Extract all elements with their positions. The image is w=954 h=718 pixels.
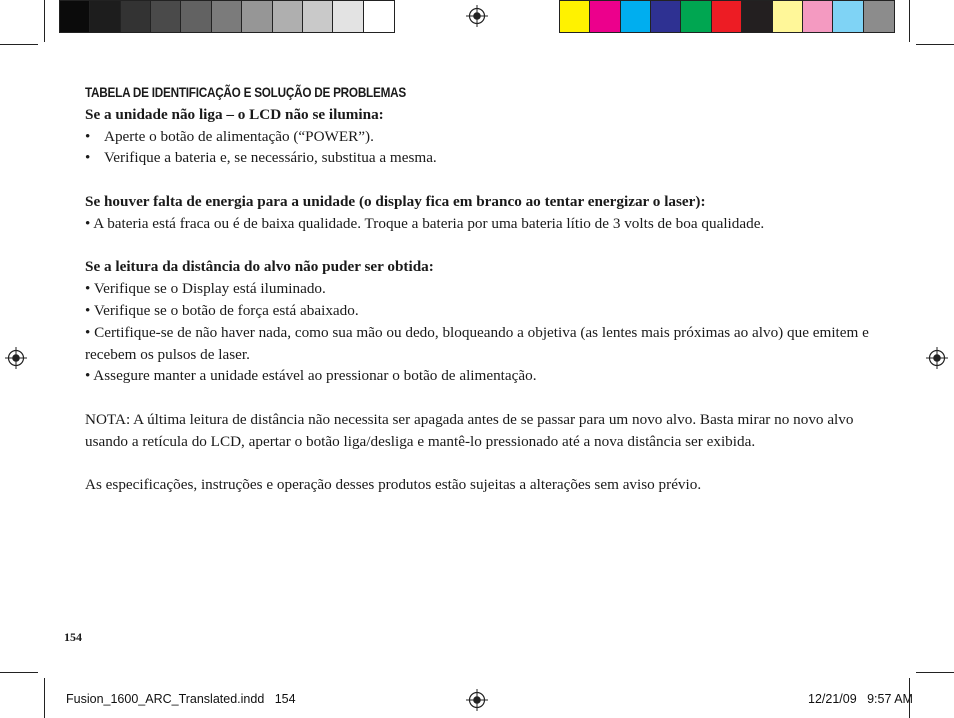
gray-swatch [60,1,90,32]
slug-timestamp: 12/21/09 9:57 AM [808,692,913,706]
list-item: • Certifique-se de não haver nada, como sua mão ou dedo, bloqueando a objetiva (as lentes mais próximas ao alvo) que emitem e recebem os pulsos de laser. [85,323,869,363]
gray-swatch [242,1,272,32]
color-swatch [803,1,833,32]
color-swatch [681,1,711,32]
process-color-bar [559,0,895,33]
list-item: • A bateria está fraca ou é de baixa qualidade. Troque a bateria por uma bateria lítio de 3 volts de boa qualidade. [85,214,765,232]
color-swatch [773,1,803,32]
gray-swatch [303,1,333,32]
crop-mark-top-right-h [916,44,954,45]
color-swatch [560,1,590,32]
registration-mark-left [5,347,27,369]
color-swatch [651,1,681,32]
grayscale-color-bar [59,0,395,33]
gray-swatch [151,1,181,32]
problem-title-no-reading: Se a leitura da distância do alvo não puder ser obtida: [85,258,434,276]
crop-mark-top-right-v [909,0,910,42]
list-item-text: Aperte o botão de alimentação (“POWER”). [104,127,374,145]
list-item: • Verifique a bateria e, se necessário, substitua a mesma. [85,147,885,169]
list-item: • Aperte o botão de alimentação (“POWER”). [85,126,885,148]
registration-mark-right [926,347,948,369]
document-body [85,82,885,496]
registration-mark-bottom [466,689,488,711]
note-paragraph: NOTA: A última leitura de distância não necessita ser apagada antes de se passar para um novo alvo. Basta mirar no novo alvo usando a retícula do LCD, apertar o botão liga/desliga e mantê-lo pressionado até a nova distância ser exibida. [85,410,854,450]
list-item-text: Verifique a bateria e, se necessário, substitua a mesma. [104,149,437,167]
gray-swatch [181,1,211,32]
list-item: • Verifique se o Display está iluminado. [85,280,326,298]
crop-mark-top-left-h [0,44,38,45]
color-swatch [742,1,772,32]
color-swatch [621,1,651,32]
color-swatch [864,1,894,32]
color-swatch [833,1,863,32]
gray-swatch [273,1,303,32]
problem-title-no-power: Se a unidade não liga – o LCD não se ilumina: [85,105,384,123]
gray-swatch [90,1,120,32]
list-item: • Verifique se o botão de força está abaixado. [85,301,359,319]
problem-title-power-loss: Se houver falta de energia para a unidade (o display fica em branco ao tentar energizar o laser): [85,192,706,210]
crop-mark-bottom-left-v [44,678,45,718]
crop-mark-top-left-v [44,0,45,42]
gray-swatch [212,1,242,32]
section-heading: TABELA DE IDENTIFICAÇÃO E SOLUÇÃO DE PROBLEMAS [85,84,406,100]
crop-mark-bottom-right-h [916,672,954,673]
color-swatch [712,1,742,32]
color-swatch [590,1,620,32]
page-number: 154 [64,630,82,644]
crop-mark-bottom-left-h [0,672,38,673]
disclaimer-paragraph: As especificações, instruções e operação desses produtos estão sujeitas a alterações sem aviso prévio. [85,476,702,494]
gray-swatch [364,1,394,32]
list-item: • Assegure manter a unidade estável ao pressionar o botão de alimentação. [85,367,537,385]
registration-mark-top [466,5,488,27]
gray-swatch [121,1,151,32]
gray-swatch [333,1,363,32]
slug-filename: Fusion_1600_ARC_Translated.indd 154 [66,692,296,706]
